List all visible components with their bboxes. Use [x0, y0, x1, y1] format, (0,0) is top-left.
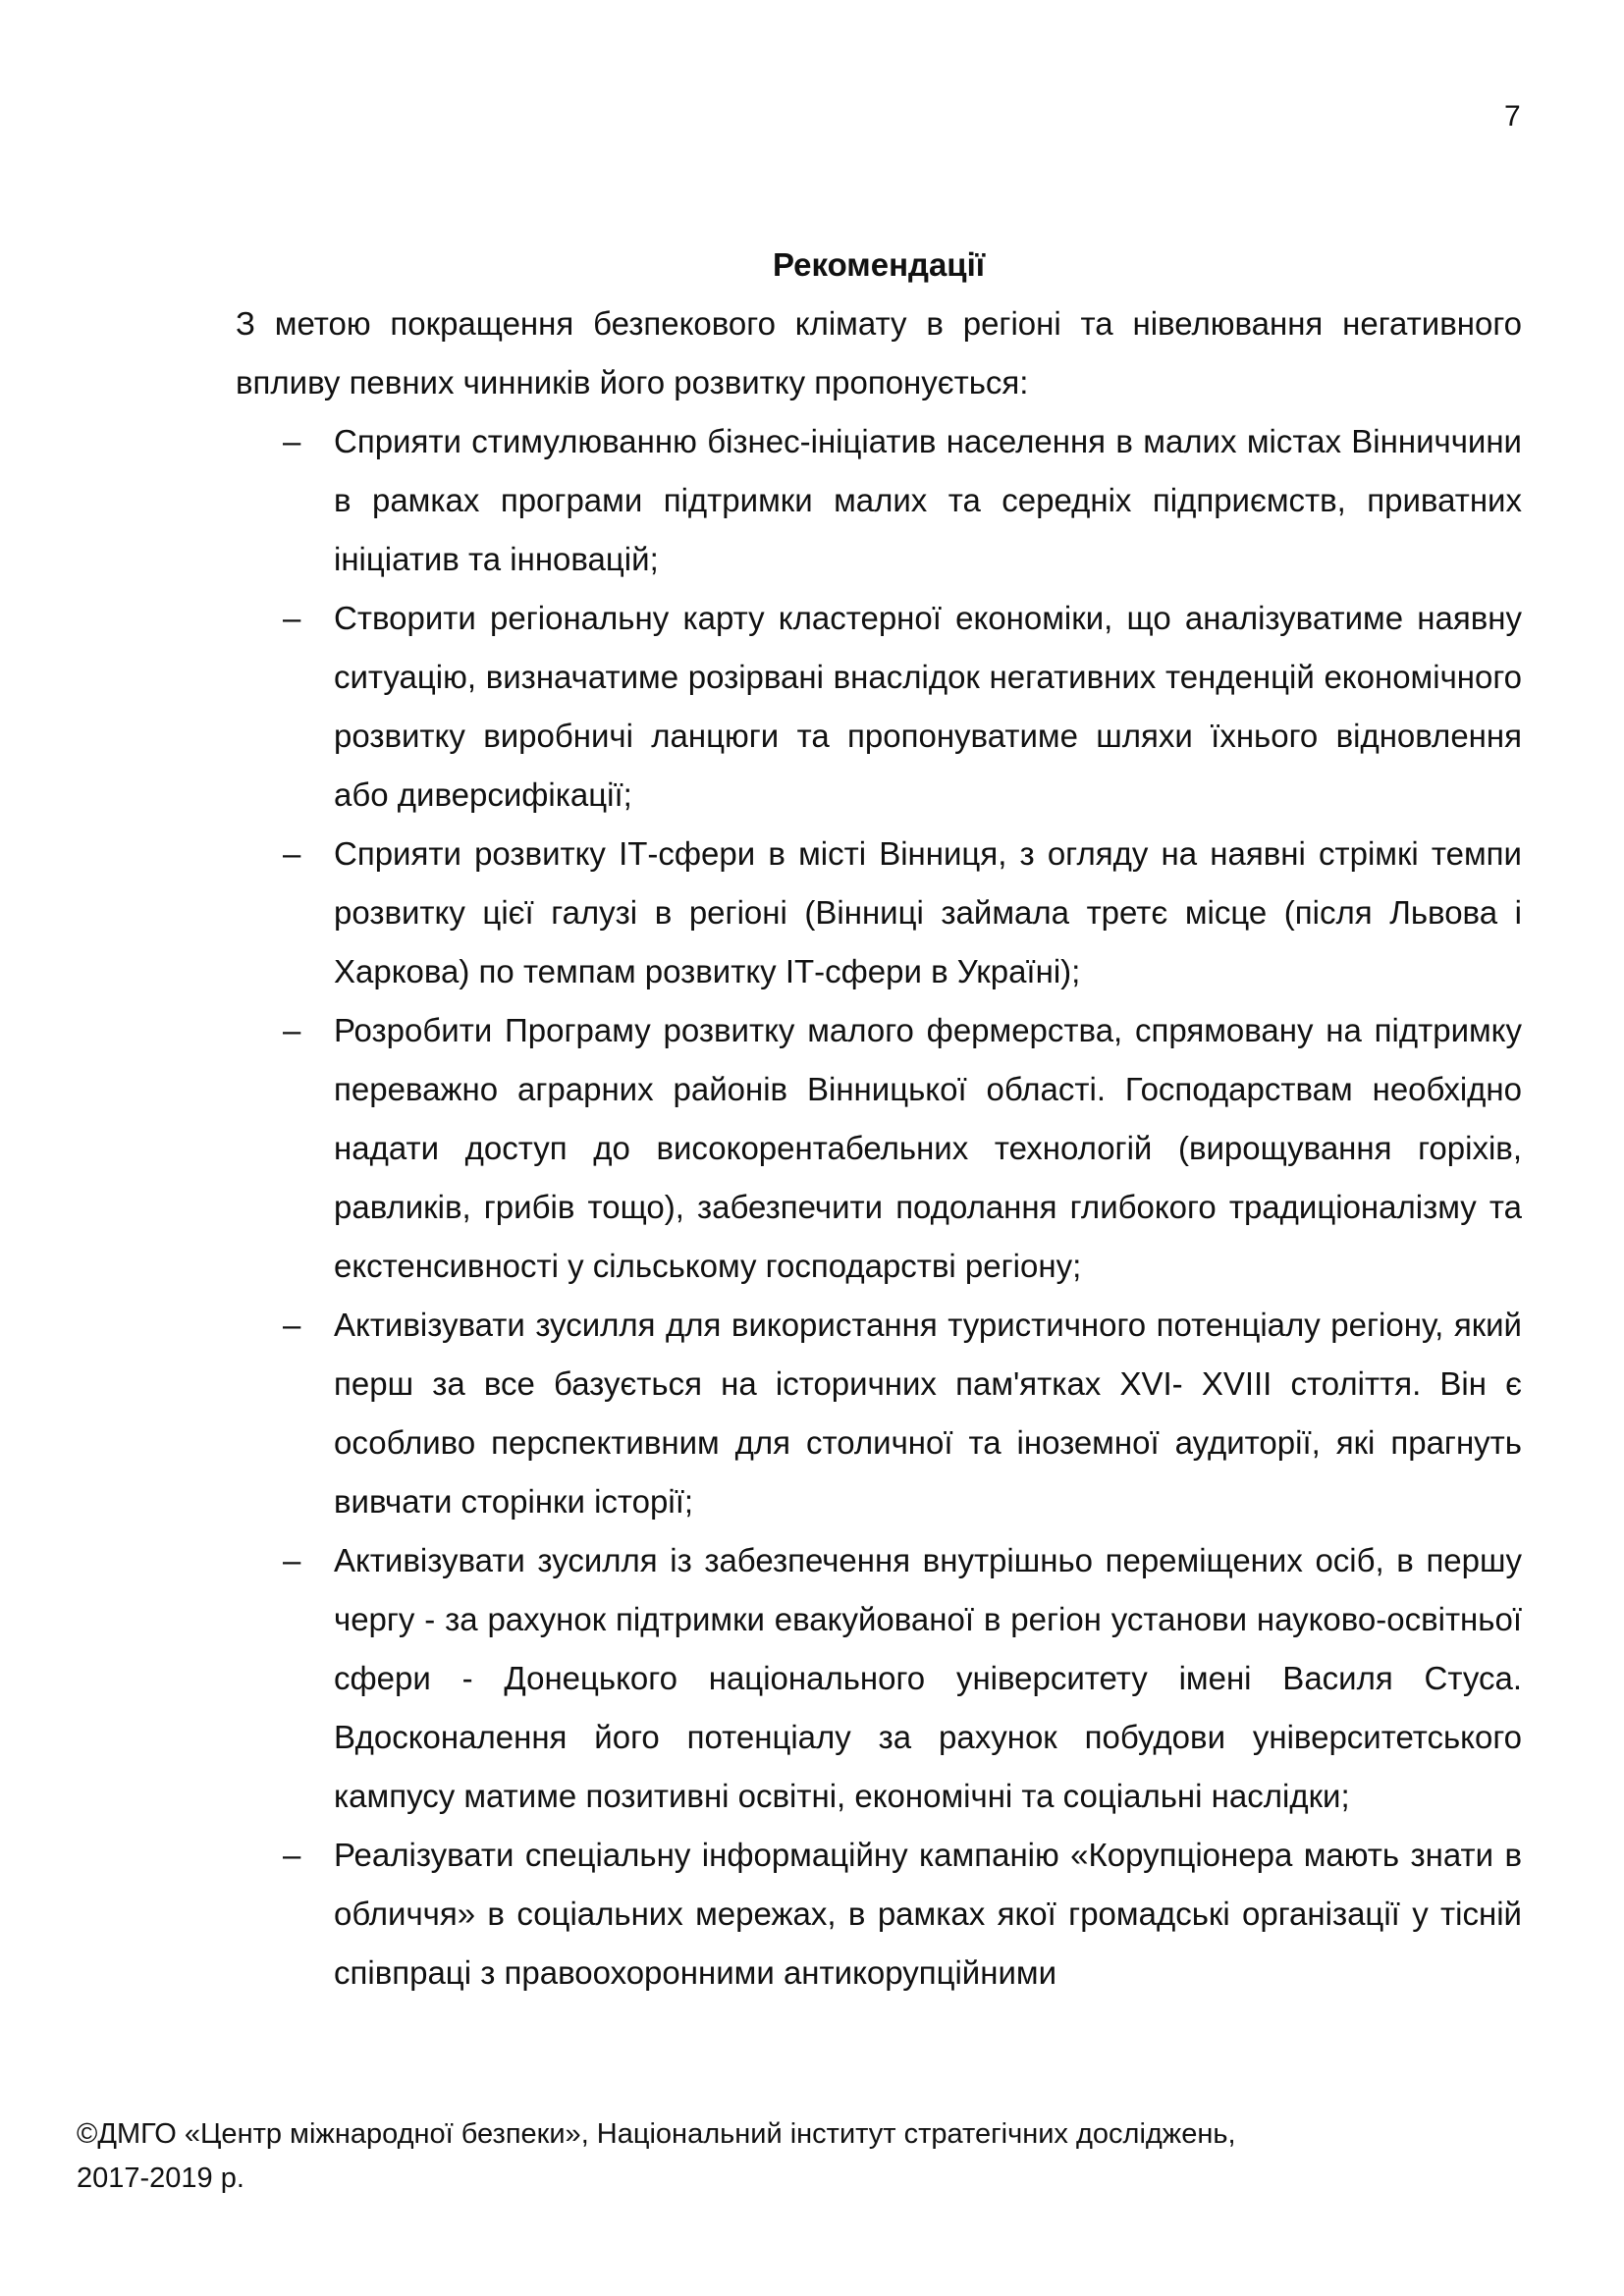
list-item [236, 412, 1522, 589]
list-item-text: Активізувати зусилля для використання туристичного потенціалу регіону, який перш за все базується на історичних пам'ятках XVI- XVIII століття. Він є особливо перспективним для столичної та іноземної аудиторії, які прагнуть вивчати сторінки історії; [334, 1307, 1522, 1520]
page-number: 7 [1504, 100, 1521, 133]
list-item [236, 1531, 1522, 1826]
list-item-text: Сприяти розвитку ІТ-сфери в місті Вінниця, з огляду на наявні стрімкі темпи розвитку цієї галузі в регіоні (Вінниці займала третє місце (після Львова і Харкова) по темпам розвитку ІТ-сфери в Україні); [334, 835, 1522, 989]
recommendations-list [236, 412, 1522, 2002]
list-item [236, 589, 1522, 825]
dash-bullet: – [283, 600, 301, 636]
list-item-text: Сприяти стимулюванню бізнес-ініціатив населення в малих містах Вінниччини в рамках програми підтримки малих та середніх підприємств, приватних ініціатив та інновацій; [334, 423, 1522, 577]
list-item [236, 1826, 1522, 2002]
dash-bullet: – [283, 1837, 301, 1873]
footer-copyright-line: ©ДМГО «Центр міжнародної безпеки», Національний інститут стратегічних досліджень, [77, 2118, 1236, 2150]
dash-bullet: – [283, 835, 301, 872]
intro-paragraph: З метою покращення безпекового клімату в регіоні та нівелювання негативного впливу певних чинників його розвитку пропонується: [236, 305, 1522, 400]
list-item-text: Створити регіональну карту кластерної економіки, що аналізуватиме наявну ситуацію, визначатиме розірвані внаслідок негативних тенденцій економічного розвитку виробничі ланцюги та пропонуватиме шляхи їхнього відновлення або диверсифікації; [334, 600, 1522, 813]
list-item [236, 825, 1522, 1001]
section-heading: Рекомендації [772, 246, 986, 283]
list-item [236, 1001, 1522, 1296]
dash-bullet: – [283, 423, 301, 459]
dash-bullet: – [283, 1307, 301, 1343]
list-item-text: Реалізувати спеціальну інформаційну кампанію «Корупціонера мають знати в обличчя» в соціальних мережах, в рамках якої громадські організації у тісній співпраці з правоохоронними антикорупційними [334, 1837, 1522, 1991]
document-body [236, 236, 1522, 2002]
list-item-text: Активізувати зусилля із забезпечення внутрішньо переміщених осіб, в першу чергу - за рахунок підтримки евакуйованої в регіон установи науково-освітньої сфери - Донецького національного університету імені Василя Стуса. Вдосконалення його потенціалу за рахунок побудови університетського кампусу матиме позитивні освітні, економічні та соціальні наслідки; [334, 1542, 1522, 1814]
dash-bullet: – [283, 1542, 301, 1578]
page-footer [77, 2112, 1451, 2201]
list-item-text: Розробити Програму розвитку малого фермерства, спрямовану на підтримку переважно аграрних районів Вінницької області. Господарствам необхідно надати доступ до високорентабельних технологій (вирощування горіхів, равликів, грибів тощо), забезпечити подолання глибокого традиціоналізму та екстенсивності у сільському господарстві регіону; [334, 1012, 1522, 1284]
dash-bullet: – [283, 1012, 301, 1048]
list-item [236, 1296, 1522, 1531]
footer-years-line: 2017-2019 р. [77, 2163, 244, 2194]
